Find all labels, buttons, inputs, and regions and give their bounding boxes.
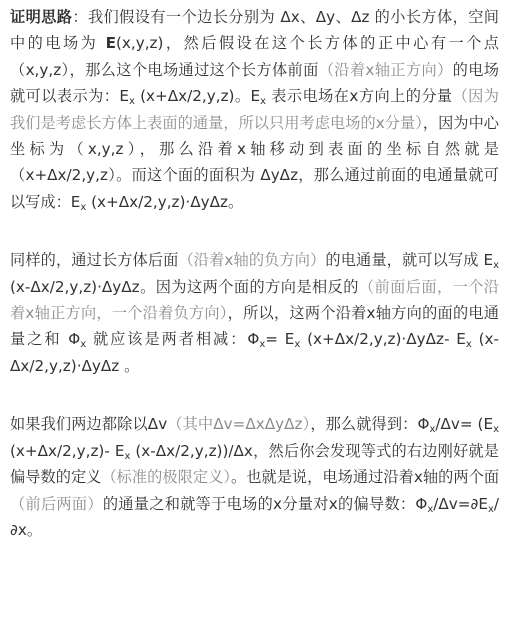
subscript-x: x [259,339,266,351]
paragraph-back-face [10,247,499,379]
subscript-x: x [427,503,434,515]
grey-note: （沿着x轴正方向） [318,60,453,79]
grey-note: （其中Δv=ΔxΔyΔz） [167,415,311,434]
text-run: 的通量之和就等于电场的x分量对x的偏导数：Φ [102,494,428,513]
grey-note: （因为我们是考虑长方体上表面的通量，所以只用考虑电场的x分量） [10,87,499,132]
text-run: 表示电场在x方向上的分量 [266,87,453,106]
text-run: ，那么就得到：Φ [310,415,430,434]
subscript-x: x [465,339,472,351]
text-run: 同样的，通过长方体后面 [10,251,179,270]
subscript-x: x [124,450,131,462]
subscript-x: x [493,260,499,272]
text-run: 如果我们两边都除以Δv [10,415,168,434]
subscript-x: x [260,96,267,108]
text-run: 的电通量，就可以写成 E [325,251,494,270]
subscript-x: x [80,339,87,351]
text-run: ，所以，这两个沿着x轴方向的面的电通量之和 Φ [10,304,499,349]
grey-note: （标准的极限定义） [101,468,231,487]
text-run: (x+Δx/2,y,z)- E [10,441,125,460]
proof-label: 证明思路 [10,8,73,26]
text-run: (x+Δx/2,y,z)·ΔyΔz- E [300,330,466,349]
subscript-x: x [80,201,87,213]
text-run: /Δv= (E [435,415,494,434]
text-run: 就应该是两者相减：Φ [86,330,260,349]
text-run: = E [265,330,295,349]
subscript-x: x [493,424,499,436]
text-run: ：我们假设有一个边长分别为 Δx、Δy、Δz 的小长方体，空间中的电场为 [10,8,499,53]
field-symbol-E: E [105,34,116,53]
text-run: (x-Δx/2,y,z)·ΔyΔz 。 [10,330,499,375]
subscript-x: x [487,503,494,515]
subscript-x: x [429,424,436,436]
paragraph-proof-idea [10,4,499,215]
text-run: (x,y,z)，然后假设在这个长方体的正中心有一个点（x,y,z），那么这个电场通过这个长方体前面 [10,34,499,79]
text-run: 的电场就可以表示为：E [10,60,499,106]
text-run: (x+Δx/2,y,z)。E [134,87,261,106]
text-run: /Δv=∂E [433,494,488,513]
subscript-x: x [128,96,135,108]
grey-note: （前后两面） [10,494,103,513]
text-run: 。也就是说，电场通过沿着x轴的两个面 [230,468,500,487]
text-run: (x+Δx/2,y,z)·ΔyΔz。 [86,192,244,211]
text-run: (x-Δx/2,y,z)·ΔyΔz。因为这两个面的方向是相反的 [10,277,359,296]
paragraph-partial-derivative [10,411,499,543]
text-run: /∂x。 [10,494,499,539]
grey-note: （前面后面，一个沿着x轴正方向，一个沿着负方向） [10,277,499,323]
text-run: ，因为中心坐标为（x,y,z），那么沿着x轴移动到表面的坐标自然就是（x+Δx/2,y,z）。而这个面的面积为 ΔyΔz，那么通过前面的电通量就可以写成：E [10,113,499,211]
subscript-x: x [294,339,301,351]
text-run: (x-Δx/2,y,z))/Δx，然后你会发现等式的右边刚好就是偏导数的定义 [10,441,499,487]
grey-note: （沿着x轴的负方向） [178,251,326,270]
